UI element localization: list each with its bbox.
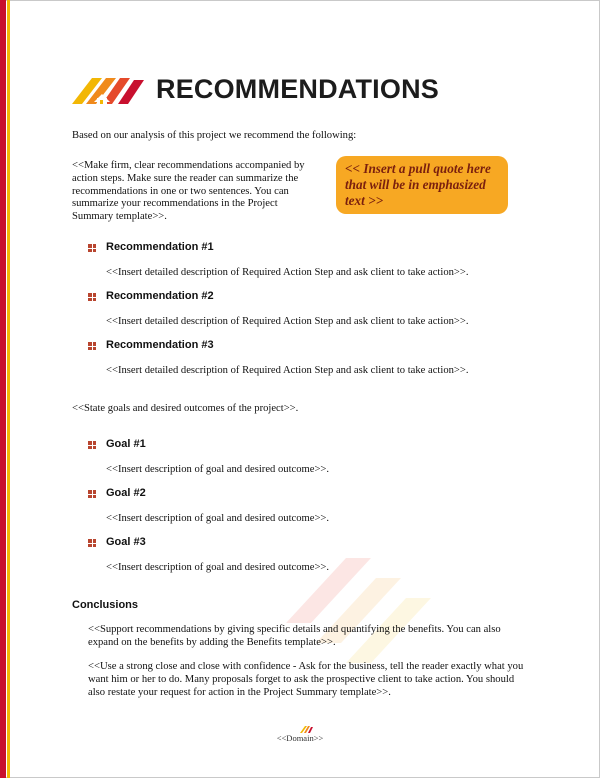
goal-1-heading: Goal #1 [106,438,146,450]
pull-quote [336,156,508,214]
bullet-icon [88,441,96,449]
bullet-icon [88,342,96,350]
goal-1-body: <<Insert description of goal and desired outcome>>. [106,464,330,475]
conclusions-paragraph: <<Use a strong close and close with confidence - Ask for the business, tell the reader exactly what you want him or her to do. Many proposals forget to ask the prospective client to take action. You should also restate your request for action in the Project Summary template>>. [88,661,524,698]
bullet-icon [88,539,96,547]
goals-intro-text: <<State goals and desired outcomes of the project>>. [72,403,299,414]
goal-2-heading: Goal #2 [106,487,146,499]
recommendation-2-body: <<Insert detailed description of Required Action Step and ask client to take action>>. [106,316,469,327]
roof-logo-icon [72,72,148,106]
page-title: RECOMMENDATIONS [156,73,439,104]
left-red-bar [0,0,6,778]
footer-roof-icon [300,724,314,733]
recommendations-summary-text: <<Make firm, clear recommendations accompanied by action steps. Make sure the reader can summarize the recommendations in one or two sentences. You can summarize your recommendations in the Project Summary template>>. [72,160,305,223]
recommendation-3-heading: Recommendation #3 [106,339,214,351]
recommendation-1-heading: Recommendation #1 [106,241,214,253]
goal-3-body: <<Insert description of goal and desired outcome>>. [106,562,330,573]
bullet-icon [88,293,96,301]
footer-domain: <<Domain>> [276,733,324,743]
recommendation-1-body: <<Insert detailed description of Required Action Step and ask client to take action>>. [106,267,469,278]
bullet-icon [88,490,96,498]
goal-3-heading: Goal #3 [106,536,146,548]
recommendation-3-body: <<Insert detailed description of Required Action Step and ask client to take action>>. [106,365,469,376]
recommendation-2-heading: Recommendation #2 [106,290,214,302]
bullet-icon [88,244,96,252]
goal-2-body: <<Insert description of goal and desired outcome>>. [106,513,330,524]
conclusions-paragraph: <<Support recommendations by giving specific details and quantifying the benefits. You can also expand on the benefits by adding the Benefits template>>. [88,624,501,648]
conclusions-heading: Conclusions [72,599,139,611]
left-yellow-bar [7,0,10,778]
intro-text: Based on our analysis of this project we recommend the following: [72,130,357,141]
pull-quote-text: << Insert a pull quote here that will be in emphasized text >> [345,161,491,208]
page-header [72,72,439,106]
